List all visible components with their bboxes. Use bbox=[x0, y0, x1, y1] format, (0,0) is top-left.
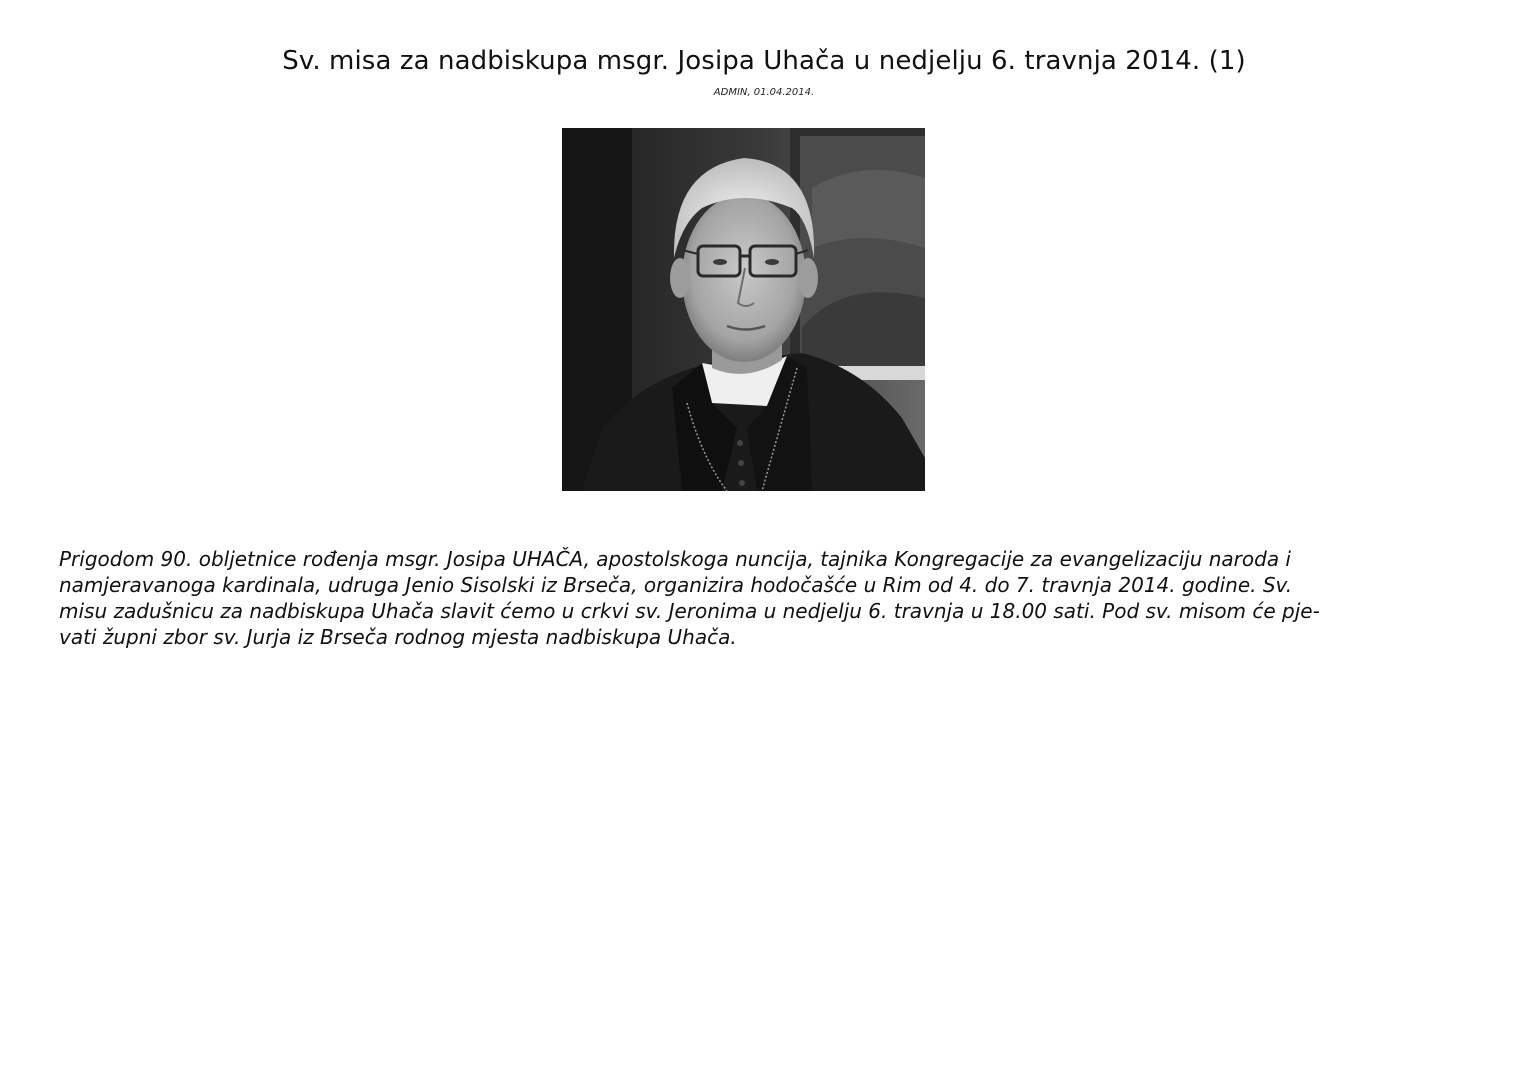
article-title: Sv. misa za nadbiskupa msgr. Josipa Uhača u nedjelju 6. travnja 2014. (1) bbox=[282, 46, 1246, 76]
article-body bbox=[59, 546, 1469, 650]
article-body-line: Prigodom 90. obljetnice rođenja msgr. Josipa UHAČA, apostolskoga nuncija, tajnika Kongregacije za evangelizaciju naroda i bbox=[59, 547, 1291, 571]
article-body-line: namjeravanoga kardinala, udruga Jenio Sisolski iz Brseča, organizira hodočašće u Rim od 4. do 7. travnja 2014. godine. Sv. bbox=[59, 573, 1293, 597]
portrait-illustration bbox=[562, 128, 925, 491]
article-body-line: vati župni zbor sv. Jurja iz Brseča rodnog mjesta nadbiskupa Uhača. bbox=[59, 625, 737, 649]
article-byline: ADMIN, 01.04.2014. bbox=[713, 87, 815, 98]
article-body-line: misu zadušnicu za nadbiskupa Uhača slavit ćemo u crkvi sv. Jeronima u nedjelju 6. travnja u 18.00 sati. Pod sv. misom će pje- bbox=[59, 599, 1320, 623]
portrait-photo bbox=[562, 128, 925, 491]
